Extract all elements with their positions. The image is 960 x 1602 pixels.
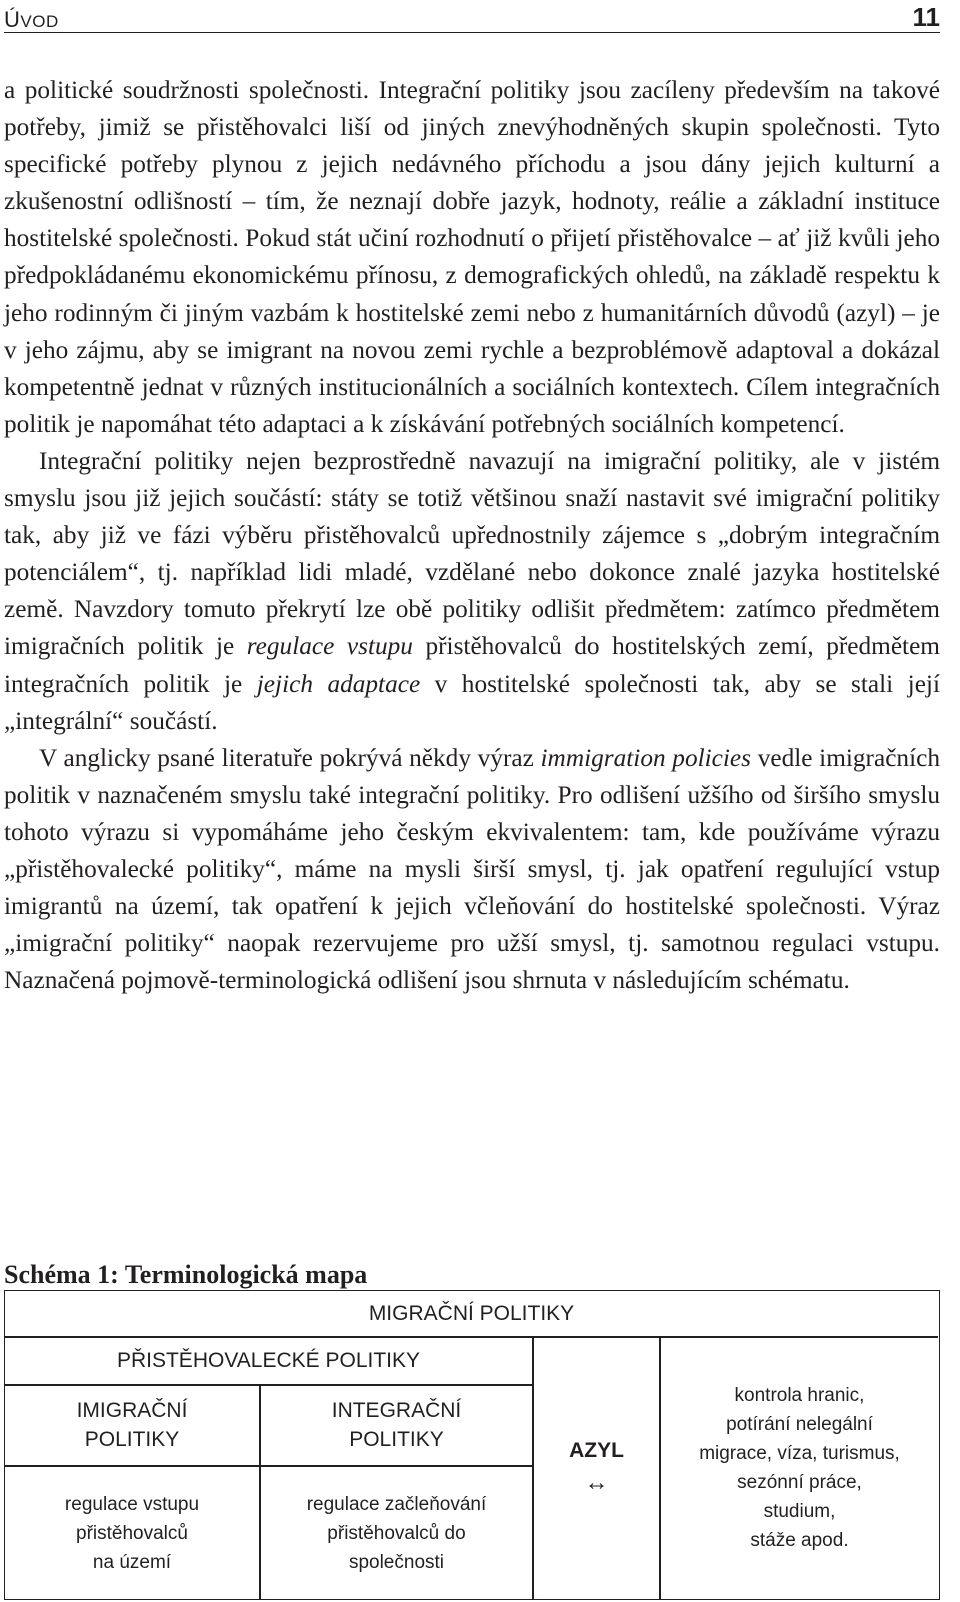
- migracni-politiky-label: MIGRAČNÍ POLITIKY: [368, 1302, 575, 1325]
- text-run: a politické soudržnosti společnosti. Integrační politiky jsou zacíleny především na takové potřeby, jimiž se přistěhovalci liší od jiných znevýhodněných skupin společnosti. Tyto specifické potřeby plynou z jejich nedávného příchodu a jsou dány jejich kulturní a zkušenostní odlišností – tím, že neznají dobře jazyk, hodnoty, reálie a základní instituce hostitelské společnosti. Pokud stát učiní rozhodnutí o přijetí přistěhovalce – ať již kvůli jeho předpokládanému ekonomickému přínosu, z demografických ohledů, na základě respektu k jeho rodinným či jiným vazbám k hostitelské zemi nebo z humanitárních důvodů (azyl) – je v jeho zájmu, aby se imigrant na novou zemi rychle a bezproblémově adaptoval a dokázal kompetentně jednat v různých institucionálních a sociálních kontextech. Cílem integračních politik je napomáhat této adaptaci a k získávání potřebných sociálních kompetencí.: [4, 76, 940, 438]
- imigracni-politiky-label: IMIGRAČNÍ POLITIKY: [76, 1398, 188, 1451]
- paragraph: [4, 72, 940, 443]
- azyl-cell: [534, 1337, 659, 1599]
- other-policies-description: kontrola hranic, potírání nelegální migrace, víza, turismus, sezónní práce, studium, stáže apod.: [699, 1385, 900, 1551]
- page-header: [4, 0, 940, 33]
- italic-term: regulace vstupu: [246, 632, 413, 661]
- integracni-politiky-label: INTEGRAČNÍ POLITIKY: [331, 1398, 462, 1451]
- italic-term: immigration policies: [540, 743, 751, 772]
- section-title-rest: VOD: [20, 12, 59, 31]
- body-text: [4, 72, 940, 999]
- integracni-politiky-description: regulace začleňování přistěhovalců do společnosti: [306, 1493, 487, 1573]
- page-number: 11: [912, 2, 940, 32]
- section-title: [4, 7, 59, 33]
- double-arrow-icon: ↔: [584, 1469, 609, 1496]
- azyl-label: AZYL: [569, 1439, 624, 1462]
- text-run: vedle imigračních politik v naznačeném smyslu také integrační politiky. Pro odlišení užšího od širšího smyslu tohoto výrazu si vypomáháme jeho českým ekvivalentem: tam, kde používáme výrazu „přistěhovalecké politiky“, máme na mysli širší smysl, tj. jak opatření regulující vstup imigrantů na území, tak opatření k jejich včleňování do hostitelské společnosti. Výraz „imigrační politiky“ naopak rezervujeme pro užší smysl, tj. samotnou regulaci vstupu. Naznačená pojmově-terminologická odlišení jsou shrnuta v následujícím schématu.: [4, 743, 940, 995]
- section-title-initial: Ú: [4, 7, 21, 32]
- pristehovalecke-politiky-label: PŘISTĚHOVALECKÉ POLITIKY: [116, 1348, 421, 1372]
- text-run: V anglicky psané literatuře pokrývá někdy výraz: [39, 743, 541, 772]
- paragraph: [4, 443, 940, 740]
- paragraph: [4, 740, 940, 1000]
- terminology-map: [4, 1290, 940, 1600]
- imigracni-politiky-description: regulace vstupu přistěhovalců na území: [64, 1493, 200, 1573]
- text-run: v hostitelské společnosti tak, aby se stali její „integrální“ součástí.: [4, 669, 940, 735]
- text-run: přistěhovalců do hostitelských zemí, předmětem integračních politik je: [4, 632, 940, 698]
- text-run: Integrační politiky nejen bezprostředně navazují na imigrační politiky, ale v jistém smyslu jsou již jejich součástí: státy se totiž většinou snaží nastavit své imigrační politiky tak, aby již ve fázi výběru přistěhovalců upřednostnily zájemce s „dobrým integračním potenciálem“, tj. například lidi mladé, vzdělané nebo dokonce znalé jazyka hostitelské země. Navzdory tomuto překrytí lze obě politiky odlišit předmětem: zatímco předmětem imigračních politik je: [4, 446, 940, 661]
- italic-term: jejich adaptace: [256, 669, 421, 698]
- schema-title: Schéma 1: Terminologická mapa: [4, 1260, 368, 1289]
